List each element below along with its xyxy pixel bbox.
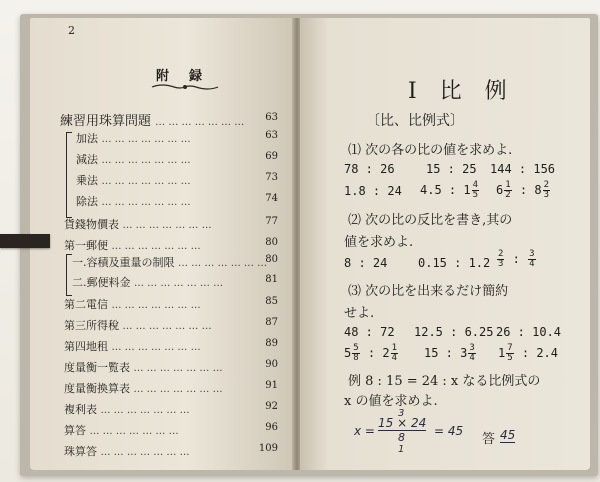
toc-sub-entry-0 — [76, 130, 288, 146]
toc-page: 89 — [265, 338, 278, 349]
left-page — [30, 18, 294, 470]
toc-page: 77 — [265, 216, 278, 227]
math-text: 6 — [496, 183, 504, 197]
denominator: 5 — [472, 190, 478, 200]
toc-page: 80 — [265, 237, 278, 248]
math-text: 5 — [344, 346, 352, 360]
toc-page: 87 — [265, 317, 278, 328]
q3-row1-c: 26 : 10.4 — [496, 325, 562, 339]
math-text: : 2.4 — [514, 346, 559, 360]
denominator: 4 — [529, 259, 535, 269]
toc-leader: … … … … … … … — [89, 426, 179, 437]
toc-label: 一.容積及重量の制限 — [72, 256, 175, 269]
toc-leader: … … … … … … … — [134, 278, 224, 289]
fraction — [472, 181, 479, 200]
fraction — [543, 181, 550, 200]
toc-leader: … … … … … … … — [100, 405, 190, 416]
chapter-title: I 比 例 — [408, 79, 515, 104]
toc-label: 第一郵便 — [64, 239, 108, 252]
toc-leader: … … … … … … … — [101, 176, 191, 187]
toc-sub-entry-3 — [76, 193, 288, 209]
toc-page: 80 — [265, 254, 278, 265]
numerator: 2 — [498, 249, 504, 259]
toc-page: 73 — [265, 172, 278, 183]
toc-page: 69 — [265, 151, 278, 162]
q3-row1-b: 12.5 : 6.25 — [414, 325, 494, 339]
toc-leader: … … … … … … … — [111, 300, 201, 311]
math-text: : 8 — [512, 183, 542, 197]
toc-sub-entry-1 — [76, 151, 288, 167]
toc-label: 乗法 — [76, 174, 98, 187]
numerator: 3 — [469, 343, 475, 353]
toc-main-entry — [60, 110, 288, 129]
denominator: 3 — [498, 259, 504, 269]
question-1: ⑴ 次の各の比の値を求めよ. — [348, 143, 513, 158]
math-text: 4.5 : 1 — [420, 183, 471, 197]
toc-leader: … … … … … … … — [101, 197, 191, 208]
toc-main-page: 63 — [265, 112, 278, 123]
q1-row1-a: 78 : 26 — [344, 162, 395, 176]
fraction — [468, 344, 475, 363]
toc-leader: … … … … … … … — [122, 220, 212, 231]
numerator: 3 — [529, 249, 535, 259]
toc-leader: … … … … … … … — [133, 384, 223, 395]
toc-leader: … … … … … … … — [122, 321, 212, 332]
q1-row1-b: 15 : 25 — [426, 162, 477, 176]
toc-main-label: 練習用珠算問題 — [60, 114, 152, 129]
q3-row2-a: 5 $\frac{5}{8}$ : 2 $\frac{1}{4}$ — [344, 343, 397, 363]
page-number: 2 — [68, 24, 75, 37]
q1-row2-b — [420, 181, 480, 200]
question-3-line1: ⑶ 次の比を出来るだけ簡約 — [348, 284, 509, 299]
ornament-icon — [150, 82, 220, 92]
toc-entry-6 — [64, 338, 288, 354]
q3-row2-b — [424, 344, 477, 363]
toc-page: 85 — [265, 296, 278, 307]
toc-page: 109 — [258, 443, 278, 454]
toc-entry-1 — [64, 237, 288, 253]
toc-leader: … … … … … … … — [101, 134, 191, 145]
toc-entry-8 — [64, 380, 288, 396]
numerator: 2 — [543, 180, 549, 190]
toc-label: 第四地租 — [64, 340, 108, 353]
bookmark-ribbon — [0, 234, 50, 248]
math-text: 2 — [382, 346, 390, 360]
answer-value: 45 — [500, 428, 516, 442]
denominator: 4 — [469, 353, 475, 363]
toc-entry-4 — [64, 296, 288, 312]
q2-row-a: 8 : 24 — [344, 256, 388, 270]
toc-entry-7 — [64, 359, 288, 375]
q2-row-c: $\frac{2}{3}$ : $\frac{3}{4}$ — [498, 249, 535, 269]
question-3-line2: せよ. — [344, 306, 375, 321]
handwritten-cancel-top: 3 — [398, 408, 405, 419]
toc-label: 度量衡一覧表 — [64, 361, 130, 374]
denominator: 3 — [543, 190, 549, 200]
toc-leader: … … … … … … … — [178, 258, 268, 269]
math-text: 15 : 3 — [424, 346, 468, 360]
q3-row1-a: 48 : 72 — [344, 325, 395, 339]
q3-row2-c — [498, 344, 558, 363]
handwritten-eq-left: x = — [354, 424, 375, 438]
handwritten-eq-right: = 45 — [434, 424, 464, 438]
toc-page: 91 — [265, 380, 278, 391]
fraction — [497, 250, 504, 269]
numerator: 7 — [507, 343, 513, 353]
fraction — [391, 344, 398, 363]
toc-label: 度量衡換算表 — [64, 382, 130, 395]
fraction — [352, 344, 359, 363]
toc-label: 加法 — [76, 132, 98, 145]
toc-entry-2 — [72, 254, 288, 270]
toc-leader: … … … … … … … — [133, 363, 223, 374]
question-2-line2: 値を求めよ. — [344, 235, 414, 250]
toc-entry-3 — [72, 274, 288, 290]
example-line2: x の値を求めよ. — [344, 394, 438, 409]
numerator: 1 — [505, 180, 511, 190]
toc-label: 珠算答 — [64, 445, 97, 458]
toc-entry-5 — [64, 317, 288, 333]
answer-label: 答 — [482, 432, 496, 447]
toc-label: 除法 — [76, 195, 98, 208]
fraction — [506, 344, 513, 363]
handwritten-numerator: 15 × 24 — [378, 416, 427, 430]
numerator: 4 — [472, 180, 478, 190]
q1-row2-c — [496, 181, 551, 200]
q2-row-b: 0.15 : 1.2 — [418, 256, 491, 270]
toc-brace — [66, 132, 72, 218]
section-subtitle: 〔比、比例式〕 — [366, 113, 464, 129]
denominator: 4 — [391, 353, 397, 363]
denominator: 8 — [353, 353, 359, 363]
toc-sub-entry-2 — [76, 172, 288, 188]
example-line1: 例 8 : 15 = 24 : x なる比例式の — [348, 374, 541, 389]
toc-page: 96 — [265, 422, 278, 433]
fraction — [504, 181, 511, 200]
toc-label: 算答 — [64, 424, 86, 437]
toc-label: 複利表 — [64, 403, 97, 416]
appendix-title: 附録 — [156, 69, 223, 84]
toc-leader: … … … … … … … — [155, 117, 245, 128]
numerator: 1 — [391, 343, 397, 353]
handwritten-cancel-bottom: 1 — [398, 444, 405, 455]
denominator: 5 — [507, 353, 513, 363]
toc-page: 90 — [265, 359, 278, 370]
toc-entry-9 — [64, 401, 288, 417]
q1-row1-c: 144 : 156 — [490, 162, 556, 176]
q1-row2-a: 1.8 : 24 — [344, 184, 402, 198]
toc-leader: … … … … … … … — [111, 241, 201, 252]
toc-leader: … … … … … … … — [100, 447, 190, 458]
toc-label: 二.郵便料金 — [72, 276, 131, 289]
toc-page: 63 — [265, 130, 278, 141]
question-2-line1: ⑵ 次の比の反比を書き,其の — [348, 213, 513, 228]
toc-label: 減法 — [76, 153, 98, 166]
toc-page: 92 — [265, 401, 278, 412]
math-text: 1 — [498, 346, 506, 360]
toc-page: 81 — [265, 274, 278, 285]
toc-entry-10 — [64, 422, 288, 438]
right-page — [300, 18, 590, 470]
toc-entry-0 — [64, 216, 288, 232]
toc-label: 貨錢物價表 — [64, 218, 119, 231]
numerator: 5 — [353, 343, 359, 353]
toc-label: 第二電信 — [64, 298, 108, 311]
toc-entry-11 — [64, 443, 288, 459]
toc-label: 第三所得稅 — [64, 319, 119, 332]
denominator: 2 — [505, 190, 511, 200]
handwritten-denominator: 8 — [398, 431, 405, 444]
toc-leader: … … … … … … … — [101, 155, 191, 166]
toc-leader: … … … … … … … — [111, 342, 201, 353]
fraction — [528, 250, 535, 269]
toc-page: 74 — [265, 193, 278, 204]
